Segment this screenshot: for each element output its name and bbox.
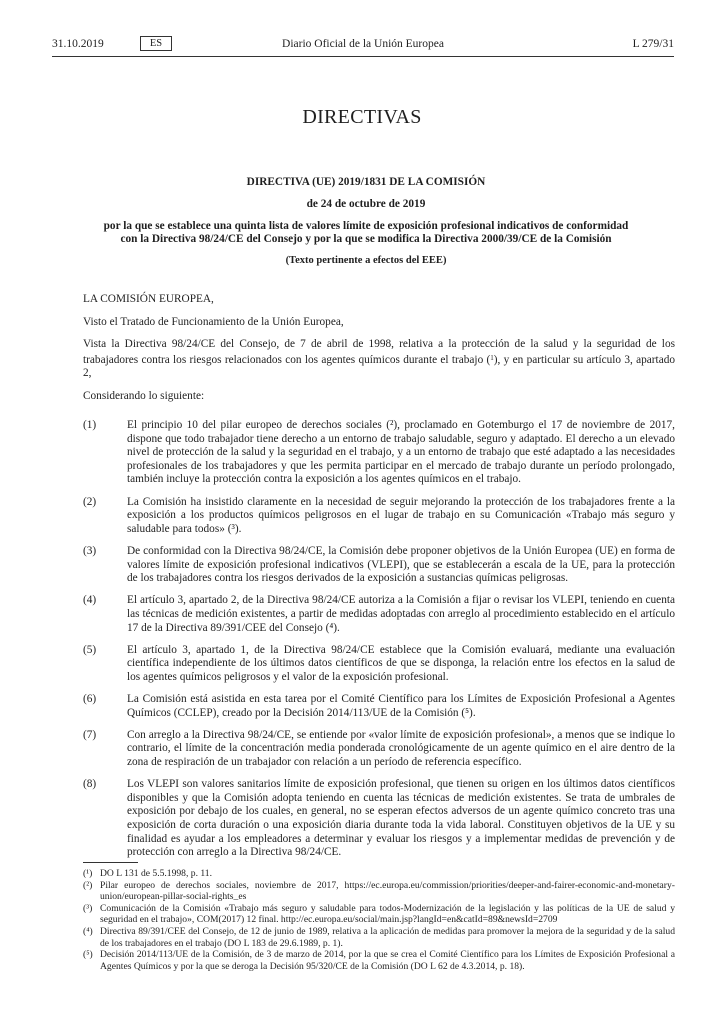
recital-number: (4) — [83, 594, 97, 607]
footnote-mark: (⁴) — [83, 925, 93, 937]
eea-note: (Texto pertinente a efectos del EEE) — [285, 255, 447, 266]
journal-name: Diario Oficial de la Unión Europea — [282, 38, 444, 50]
recital-item — [83, 496, 675, 537]
recital-item — [83, 693, 675, 720]
recital-number: (7) — [83, 728, 97, 741]
directive-date: de 24 de octubre de 2019 — [306, 198, 426, 210]
recital-text: Los VLEPI son valores sanitarios límite de exposición profesional, que tienen su origen en los últimos datos científicos disponibles y que la Comisión adopta teniendo en cuenta las técnicas de medición existentes. Se trata de umbrales de exposición por debajo de los cuales, en general, no se esperan efectos adversos de un agente químico concreto tras una exposición de corta duración o una exposición diaria durante toda la vida laboral. Constituyen objetivos de la UE y su finalidad es ayudar a los empleadores a determinar y evaluar los riesgos y a implementar medidas de prevención y de protección con arreglo a la Directiva 98/24/CE. — [127, 778, 675, 859]
recital-number: (2) — [83, 495, 97, 508]
footnote-mark: (²) — [83, 879, 93, 891]
recital-text: De conformidad con la Directiva 98/24/CE, la Comisión debe proponer objetivos de la Unión Europea (UE) en forma de valores límite de exposición profesional indicativos (VLEPI), que se establecerán a escala de la UE, para la protección de los trabajadores contra los riesgos derivados de la exposición a sustancias químicas peligrosas. — [127, 544, 675, 585]
footnote-text: DO L 131 de 5.5.1998, p. 11. — [100, 868, 213, 879]
section-title: DIRECTIVAS — [302, 106, 422, 128]
directive-title: DIRECTIVA (UE) 2019/1831 DE LA COMISIÓN — [246, 176, 486, 188]
page-reference: L 279/31 — [632, 38, 674, 50]
footnote-text: Decisión 2014/113/UE de la Comisión, de 3 de marzo de 2014, por la que se crea el Comité Científico para los Límites de Exposición Profesional a Agentes Químicos y por la que se deroga la Decisión 95/320/CE de la Comisión (DO L 62 de 4.3.2014, p. 18). — [100, 949, 675, 972]
recital-text: El artículo 3, apartado 1, de la Directiva 98/24/CE establece que la Comisión evaluará, mediante una evaluación científica independiente de los últimos datos científicos de que se disponga, la relación entre los efectos en la salud de los agentes químicos peligrosos y el valor de la exposición profesional. — [127, 643, 675, 683]
footnotes — [83, 862, 675, 972]
footnote-item — [83, 880, 675, 903]
footnote-item — [83, 903, 675, 926]
recital-text: El artículo 3, apartado 2, de la Directiva 98/24/CE autoriza a la Comisión a fijar o revisar los VLEPI, teniendo en cuenta las técnicas de medición existentes, a partir de medidas adoptadas con arreglo al procedimiento establecido en el artículo 17 de la Directiva 89/391/CEE del Consejo (⁴). — [127, 594, 675, 634]
visto-directive-text: Vista la Directiva 98/24/CE del Consejo, de 7 de abril de 1998, relativa a la protección de la salud y la seguridad de los trabajadores contra los riesgos relacionados con los agentes químicos durante el trabajo ( — [83, 338, 675, 366]
recital-number: (1) — [83, 419, 97, 431]
recital-item — [83, 778, 675, 860]
recital-number: (3) — [83, 544, 97, 557]
recital-number: (5) — [83, 643, 97, 656]
recital-text: La Comisión está asistida en esta tarea por el Comité Científico para los Límites de Exposición Profesional a Agentes Químicos (CCLEP), creado por la Decisión 2014/113/UE de la Comisión (⁵). — [127, 693, 675, 719]
language-badge: ES — [140, 36, 172, 51]
visto-treaty: Visto el Tratado de Funcionamiento de la Unión Europea, — [83, 315, 344, 328]
recital-item — [83, 419, 675, 487]
publication-date: 31.10.2019 — [52, 38, 104, 50]
preamble — [83, 293, 675, 413]
recital-number: (8) — [83, 778, 97, 791]
visto-directive-text-end: ), y en particular su artículo 3, apartado 2, — [83, 353, 676, 380]
footnote-text[interactable]: Comunicación de la Comisión «Trabajo más seguro y saludable para todos-Modernización de la legislación y las políticas de la UE de salud y seguridad en el trabajo», COM(2017) 12 final. http://ec.europa.eu/social/main.jsp?langId=en&catId=89&newsId=2709 — [100, 902, 675, 926]
considering: Considerando lo siguiente: — [83, 389, 205, 402]
footnote-item — [83, 868, 675, 880]
recital-text: La Comisión ha insistido claramente en la necesidad de seguir mejorando la protección de los trabajadores frente a la exposición a los productos químicos peligrosos en el lugar de trabajo en su Comunicación «Trabajo más seguro y saludable para todos» (³). — [127, 495, 675, 535]
footnote-mark: (⁵) — [83, 949, 93, 961]
footnote-divider — [83, 862, 138, 863]
authority: LA COMISIÓN EUROPEA, — [83, 293, 214, 305]
recital-item — [83, 594, 675, 635]
directive-subject: por la que se establece una quinta lista de valores límite de exposición profesional indicativos de conformidad con la Directiva 98/24/CE del Consejo y por la que se modifica la Directiva 2000/39/CE de la Comisión — [103, 220, 629, 245]
recitals-list — [83, 419, 675, 868]
footnote-text[interactable]: Pilar europeo de derechos sociales, noviembre de 2017, https://ec.europa.eu/commission/priorities/deeper-and-fairer-economic-and-monetary-union/european-pillar-social-rights_es — [100, 879, 675, 903]
footnote-text: Directiva 89/391/CEE del Consejo, de 12 de junio de 1989, relativa a la aplicación de medidas para promover la mejora de la seguridad y de la salud de los trabajadores en el trabajo (DO L 183 de 29.6.1989, p. 1). — [100, 925, 675, 949]
footnote-mark: (¹) — [83, 868, 93, 879]
recital-item — [83, 729, 675, 770]
page-header — [52, 34, 674, 57]
recital-item — [83, 644, 675, 685]
footnote-item — [83, 949, 675, 972]
footnote-mark: (³) — [83, 902, 93, 914]
title-block — [96, 176, 636, 267]
visto-directive — [83, 338, 675, 381]
recital-item — [83, 545, 675, 586]
footnote-ref-1[interactable]: 1 — [490, 353, 494, 362]
recital-text: Con arreglo a la Directiva 98/24/CE, se entiende por «valor límite de exposición profesional», a menos que se indique lo contrario, el límite de la concentración media ponderada cronológicamente de un agente químico en el aire dentro de la zona de respiración de un trabajador con relación a un período de referencia específico. — [127, 728, 675, 769]
recital-number: (6) — [83, 693, 97, 706]
recital-text: El principio 10 del pilar europeo de derechos sociales (²), proclamado en Gotemburgo el 17 de noviembre de 2017, dispone que todo trabajador tiene derecho a un entorno de trabajo saludable, seguro y adaptado. El derecho a un elevado nivel de protección de la salud y la seguridad en el trabajo, y a un entorno de trabajo que esté adaptado a las necesidades profesionales de los trabajadores y que les permita participar en el mercado de trabajo durante un período prolongado, también incluye la protección contra la exposición a los agentes químicos en el trabajo. — [127, 419, 675, 486]
footnote-item — [83, 926, 675, 949]
